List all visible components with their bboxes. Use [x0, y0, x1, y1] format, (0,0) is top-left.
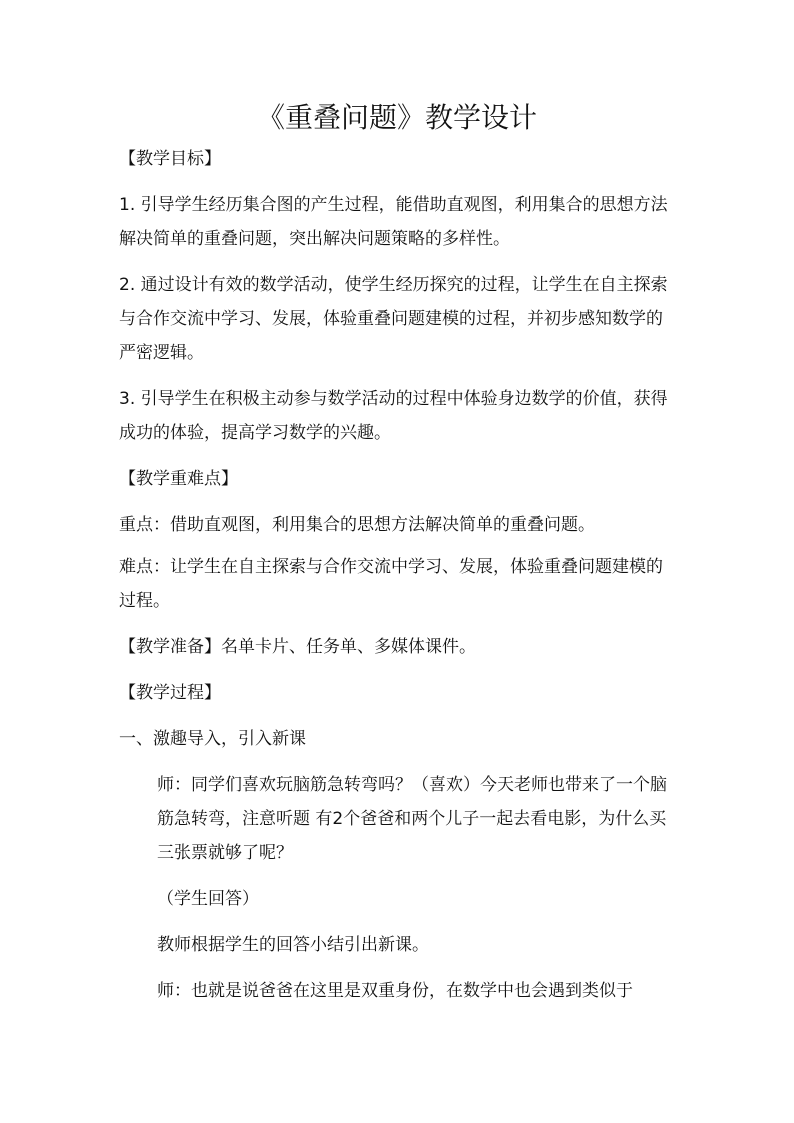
subsection-heading-intro: 一、激趣导入，引入新课 [119, 729, 306, 749]
section-heading-key-points: 【教学重难点】 [119, 469, 238, 489]
objective-2: 2. 通过设计有效的数学活动，使学生经历探究的过程，让学生在自主探索与合作交流中学习、发展，体验重叠问题建模的过程，并初步感知数学的严密逻辑。 [119, 275, 668, 363]
section-heading-objectives: 【教学目标】 [119, 149, 221, 169]
objective-3: 3. 引导学生在积极主动参与数学活动的过程中体验身边数学的价值，获得成功的体验，提高学习数学的兴趣。 [119, 389, 668, 443]
section-heading-process: 【教学过程】 [119, 683, 221, 703]
teacher-summary: 教师根据学生的回答小结引出新课。 [157, 935, 429, 955]
student-answer-note: （学生回答） [157, 889, 259, 909]
teacher-paragraph-2: 师：也就是说爸爸在这里是双重身份，在数学中也会遇到类似于 [157, 981, 633, 1001]
difficult-point: 难点：让学生在自主探索与合作交流中学习、发展，体验重叠问题建模的过程。 [119, 557, 663, 611]
document-body [119, 142, 679, 1020]
teacher-paragraph-1: 师：同学们喜欢玩脑筋急转弯吗？（喜欢）今天老师也带来了一个脑筋急转弯，注意听题 有2个爸爸和两个儿子一起去看电影，为什么买三张票就够了呢？ [157, 775, 667, 863]
document-title: 《重叠问题》教学设计 [256, 101, 537, 134]
objective-1: 1. 引导学生经历集合图的产生过程，能借助直观图，利用集合的思想方法解决简单的重叠问题，突出解决问题策略的多样性。 [119, 195, 668, 249]
key-point: 重点：借助直观图，利用集合的思想方法解决简单的重叠问题。 [119, 515, 595, 535]
section-preparation: 【教学准备】名单卡片、任务单、多媒体课件。 [119, 637, 476, 657]
